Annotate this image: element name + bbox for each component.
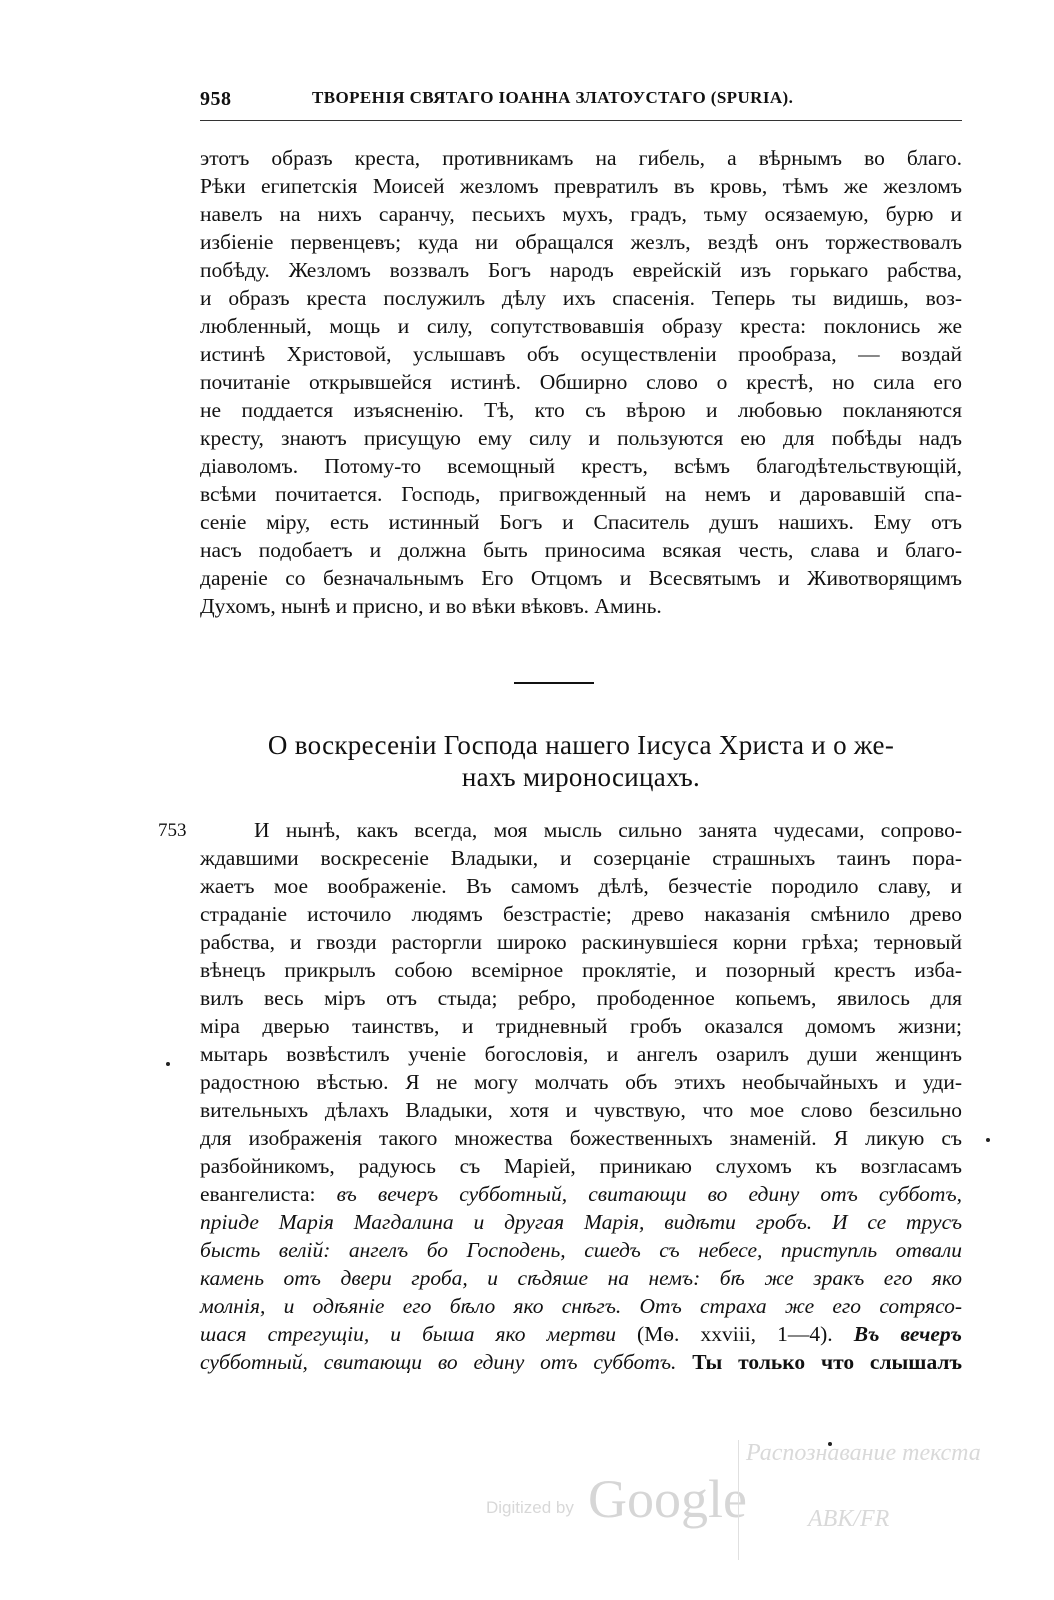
body-line: и образъ креста послужилъ дѣлу ихъ спасенія. Теперь ты видишь, воз-	[200, 286, 962, 310]
body-line: дареніе со безначальнымъ Его Отцомъ и Всесвятымъ и Животворящимъ	[200, 566, 962, 590]
quote-line	[200, 1320, 962, 1348]
body-line: истинѣ Христовой, услышавъ объ осуществленіи прообраза, — воздай	[200, 342, 962, 366]
watermark-ocr-signature: ABK/FR	[808, 1506, 890, 1532]
header-rule	[200, 120, 962, 121]
body-line: И нынѣ, какъ всегда, моя мысль сильно занята чудесами, сопрово-	[254, 818, 962, 842]
body-line: радостною вѣстью. Я не могу молчать объ этихъ необычайныхъ и уди-	[200, 1070, 962, 1094]
body-line: не поддается изъясненію. Тѣ, кто съ вѣрою и любовью покланяются	[200, 398, 962, 422]
quote-line	[200, 1348, 962, 1376]
body-line: сеніе міру, есть истинный Богъ и Спаситель душъ нашихъ. Ему отъ	[200, 510, 962, 534]
section-divider	[514, 682, 594, 684]
quote-line: молнія, и одѣяніе его бѣло яко снѣгъ. Отъ страха же его сотрясо-	[200, 1294, 962, 1318]
body-line: Духомъ, нынѣ и присно, и во вѣки вѣковъ. Аминь.	[200, 594, 662, 618]
quote-line: камень отъ двери гроба, и сѣдяше на немъ: бѣ же зракъ его яко	[200, 1266, 962, 1290]
running-header	[200, 88, 962, 116]
watermark-ocr-text: Распознавание текста	[746, 1440, 981, 1466]
body-line: насъ подобаетъ и должна быть приносима всякая честь, слава и благо-	[200, 538, 962, 562]
body-line: вительныхъ дѣлахъ Владыки, хотя и чувствую, что мое слово безсильно	[200, 1098, 962, 1122]
section-title-line-1: О воскресеніи Господа нашего Іисуса Христа и о же-	[267, 730, 895, 760]
watermark-digitized: Digitized by	[486, 1498, 574, 1517]
quote-text: шася стрегущіи, и быша яко мертви	[200, 1322, 616, 1346]
body-line: этотъ образъ креста, противникамъ на гибель, а вѣрнымъ во благо.	[200, 146, 962, 170]
quote-line	[200, 1180, 962, 1208]
section-title-line-2: нахъ мироносицахъ.	[461, 762, 701, 792]
watermark-separator	[738, 1440, 739, 1560]
body-line: почитаніе открывшейся истинѣ. Обширно слово о крестѣ, но сила его	[200, 370, 962, 394]
print-speck	[166, 1062, 170, 1066]
quote-text: въ вечеръ субботный, свитающи во едину отъ субботъ,	[336, 1182, 962, 1206]
page-number: 958	[200, 88, 232, 110]
body-line: разбойникомъ, радуюсь съ Маріей, приникаю слухомъ къ возгласамъ	[200, 1154, 962, 1178]
body-line: кресту, знаютъ присущую ему силу и пользуются ею для побѣды надъ	[200, 426, 962, 450]
scan-watermark	[486, 1440, 1006, 1570]
body-line: мытарь возвѣстилъ ученіе богословія, и ангелъ озарилъ души женщинъ	[200, 1042, 962, 1066]
quote-line: бысть велій: ангелъ бо Господень, сшедъ съ небесе, приступль отвали	[200, 1238, 962, 1262]
print-speck	[986, 1138, 990, 1142]
body-line: вилъ весь міръ отъ стыда; ребро, прободенное копьемъ, явилось для	[200, 986, 962, 1010]
body-line: рабства, и гвозди расторгли широко раскинувшіеся корни грѣха; терновый	[200, 930, 962, 954]
body-line: для изображенія такого множества божественныхъ знаменій. Я ликую съ	[200, 1126, 962, 1150]
body-line: ждавшими воскресеніе Владыки, и созерцаніе страшныхъ таинъ пора-	[200, 846, 962, 870]
scripture-reference: (Мѳ. xxviii, 1—4).	[615, 1322, 854, 1346]
margin-number: 753	[158, 820, 187, 841]
body-line: жаетъ мое воображеніе. Въ самомъ дѣлѣ, безчестіе породило славу, и	[200, 874, 962, 898]
quote-text: субботный, свитающи во едину отъ субботъ.	[200, 1350, 677, 1374]
body-line: избіеніе первенцевъ; куда ни обращался жезлъ, вездѣ онъ торжествовалъ	[200, 230, 962, 254]
body-line: побѣду. Жезломъ воззвалъ Богъ народъ еврейскій изъ горькаго рабства,	[200, 258, 962, 282]
running-title: ТВОРЕНІЯ СВЯТАГО ІОАННА ЗЛАТОУСТАГО (SPURIA).	[312, 88, 794, 107]
google-logo: Google	[588, 1469, 747, 1529]
body-line: діаволомъ. Потому-то всемощный крестъ, всѣмъ благодѣтельствующій,	[200, 454, 962, 478]
quote-line: пріиде Марія Магдалина и другая Марія, видѣти гробъ. И се трусъ	[200, 1210, 962, 1234]
body-line: Рѣки египетскія Моисей жезломъ превратилъ въ кровь, тѣмъ же жезломъ	[200, 174, 962, 198]
quote-text: Въ вечеръ	[853, 1322, 963, 1346]
body-line: міра дверью таинствъ, и тридневный гробъ оказался домомъ жизни;	[200, 1014, 962, 1038]
quote-lead: евангелиста:	[200, 1182, 337, 1206]
body-line: навелъ на нихъ саранчу, песьихъ мухъ, градъ, тьму осязаемую, бурю и	[200, 202, 962, 226]
body-line: любленный, мощь и силу, сопутствовавшія образу креста: поклонись же	[200, 314, 962, 338]
body-line: всѣми почитается. Господь, пригвожденный на немъ и даровавшій спа-	[200, 482, 962, 506]
body-tail: Ты только что слышалъ	[676, 1350, 962, 1374]
body-line: страданіе источило людямъ безстрастіе; древо наказанія смѣнило древо	[200, 902, 962, 926]
body-line: вѣнецъ прикрылъ собою всемірное проклятіе, и позорный крестъ изба-	[200, 958, 962, 982]
